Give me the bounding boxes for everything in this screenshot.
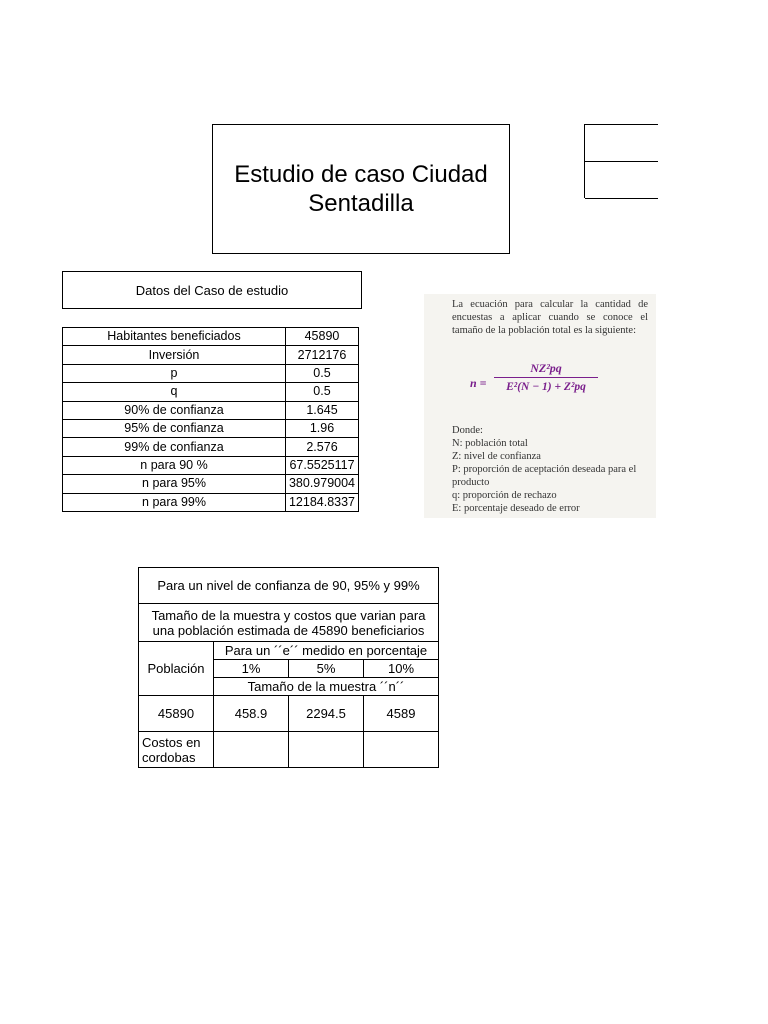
pop-value: 45890 <box>139 696 214 732</box>
data-row-label: 95% de confianza <box>63 419 286 437</box>
costos-label: Costos en cordobas <box>139 732 214 768</box>
data-row <box>63 493 359 511</box>
data-row-label: 90% de confianza <box>63 401 286 419</box>
data-row-value: 380.979004 <box>286 475 359 493</box>
sample-size-table <box>138 567 439 768</box>
formula-intro: La ecuación para calcular la cantidad de encuestas a aplicar cuando se conoce el tamaño de la población total es la siguiente: <box>452 299 648 336</box>
data-row-value: 2.576 <box>286 438 359 456</box>
data-row-label: n para 90 % <box>63 456 286 474</box>
data-row-value: 12184.8337 <box>286 493 359 511</box>
empty-cost-cell <box>214 732 289 768</box>
sample-header-2: Tamaño de la muestra y costos que varian para una población estimada de 45890 beneficiarios <box>139 604 439 642</box>
empty-side-cells <box>584 124 658 198</box>
data-table <box>62 327 359 512</box>
data-row <box>63 383 359 401</box>
data-row-value: 1.645 <box>286 401 359 419</box>
data-row <box>63 401 359 419</box>
datos-header-label: Datos del Caso de estudio <box>135 282 289 298</box>
sample-header-1: Para un nivel de confianza de 90, 95% y 99% <box>139 568 439 604</box>
data-row-value: 0.5 <box>286 383 359 401</box>
data-row-label: 99% de confianza <box>63 438 286 456</box>
title-box <box>212 124 510 254</box>
where-line: N: población total <box>452 438 528 449</box>
datos-header <box>62 271 362 309</box>
empty-cell <box>585 124 658 161</box>
formula-where-list <box>452 437 650 515</box>
pct-cell: 1% <box>214 660 289 678</box>
formula-numerator: NZ²pq <box>494 361 598 378</box>
data-row-label: Habitantes beneficiados <box>63 328 286 346</box>
n-header: Tamaño de la muestra ´´n´´ <box>214 678 439 696</box>
data-row <box>63 456 359 474</box>
n-value: 4589 <box>364 696 439 732</box>
n-value: 2294.5 <box>289 696 364 732</box>
data-row-value: 45890 <box>286 328 359 346</box>
formula-image <box>424 294 656 518</box>
pct-cell: 5% <box>289 660 364 678</box>
empty-cell <box>585 161 658 199</box>
data-row <box>63 475 359 493</box>
data-row-label: p <box>63 364 286 382</box>
data-row <box>63 364 359 382</box>
e-header: Para un ´´e´´ medido en porcentaje <box>214 642 439 660</box>
data-row <box>63 438 359 456</box>
empty-cost-cell <box>364 732 439 768</box>
pct-cell: 10% <box>364 660 439 678</box>
where-line: q: proporción de rechazo <box>452 490 557 501</box>
data-row-label: q <box>63 383 286 401</box>
data-row <box>63 328 359 346</box>
page-title: Estudio de caso Ciudad Sentadilla <box>234 161 488 217</box>
data-row-value: 2712176 <box>286 346 359 364</box>
poblacion-label: Población <box>139 642 214 696</box>
data-row <box>63 419 359 437</box>
formula-denominator: E²(N − 1) + Z²pq <box>506 381 586 393</box>
where-line: E: porcentaje deseado de error <box>452 503 580 514</box>
data-row-value: 0.5 <box>286 364 359 382</box>
data-row-value: 1.96 <box>286 419 359 437</box>
n-value: 458.9 <box>214 696 289 732</box>
where-line: Z: nivel de confianza <box>452 451 541 462</box>
empty-cost-cell <box>289 732 364 768</box>
data-row <box>63 346 359 364</box>
data-row-label: n para 95% <box>63 475 286 493</box>
data-row-value: 67.5525117 <box>286 456 359 474</box>
where-line: P: proporción de aceptación deseada para el producto <box>452 464 637 488</box>
formula-where-title: Donde: <box>452 425 483 436</box>
data-row-label: n para 99% <box>63 493 286 511</box>
formula-lhs: n = <box>470 376 487 390</box>
data-row-label: Inversión <box>63 346 286 364</box>
